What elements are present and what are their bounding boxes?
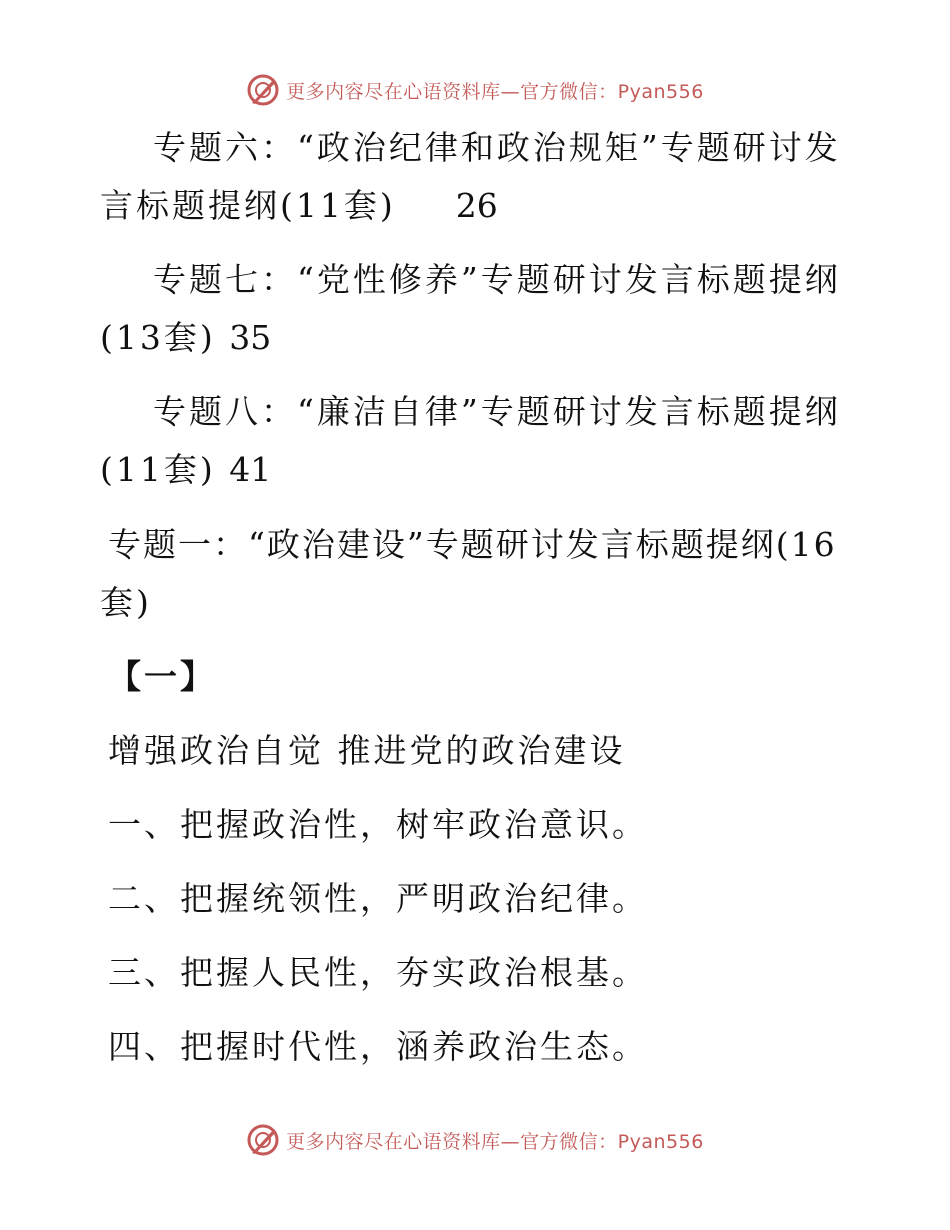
toc-entry-7-line2 — [100, 318, 271, 358]
point-1: 一、把握政治性，树牢政治意识。 — [108, 805, 648, 844]
point-3: 三、把握人民性，夯实政治根基。 — [108, 953, 648, 992]
toc-entry-6-title-end: 言标题提纲(11套) — [100, 186, 396, 225]
toc-entry-8-line2 — [100, 450, 271, 490]
section-title-line2: 套) — [100, 583, 152, 622]
toc-entry-7-title-end: (13套) — [100, 318, 216, 357]
point-4: 四、把握时代性，涵养政治生态。 — [108, 1027, 648, 1066]
section-heading: 增强政治自觉 推进党的政治建设 — [108, 731, 626, 770]
toc-entry-6-line2 — [100, 186, 498, 226]
quill-emblem-icon — [246, 1123, 280, 1157]
watermark-text: 更多内容尽在心语资料库—官方微信：Pyan556 — [286, 80, 704, 103]
toc-entry-8-title-end: (11套) — [100, 450, 216, 489]
quill-emblem-icon — [246, 73, 280, 107]
toc-entry-6-page: 26 — [455, 186, 498, 225]
watermark-text: 更多内容尽在心语资料库—官方微信：Pyan556 — [286, 1130, 704, 1153]
point-2: 二、把握统领性，严明政治纪律。 — [108, 879, 648, 918]
toc-entry-8-page: 41 — [229, 450, 272, 489]
section-title-line1: 专题一：“政治建设”专题研讨发言标题提纲(16 — [108, 525, 837, 564]
toc-entry-8-line1: 专题八：“廉洁自律”专题研讨发言标题提纲 — [153, 392, 841, 431]
toc-entry-6-line1: 专题六：“政治纪律和政治规矩”专题研讨发 — [153, 128, 841, 167]
item-marker: 【一】 — [108, 657, 216, 696]
toc-entry-7-line1: 专题七：“党性修养”专题研讨发言标题提纲 — [153, 260, 841, 299]
watermark-footer — [0, 1120, 950, 1160]
watermark-header — [0, 70, 950, 110]
toc-entry-7-page: 35 — [229, 318, 272, 357]
